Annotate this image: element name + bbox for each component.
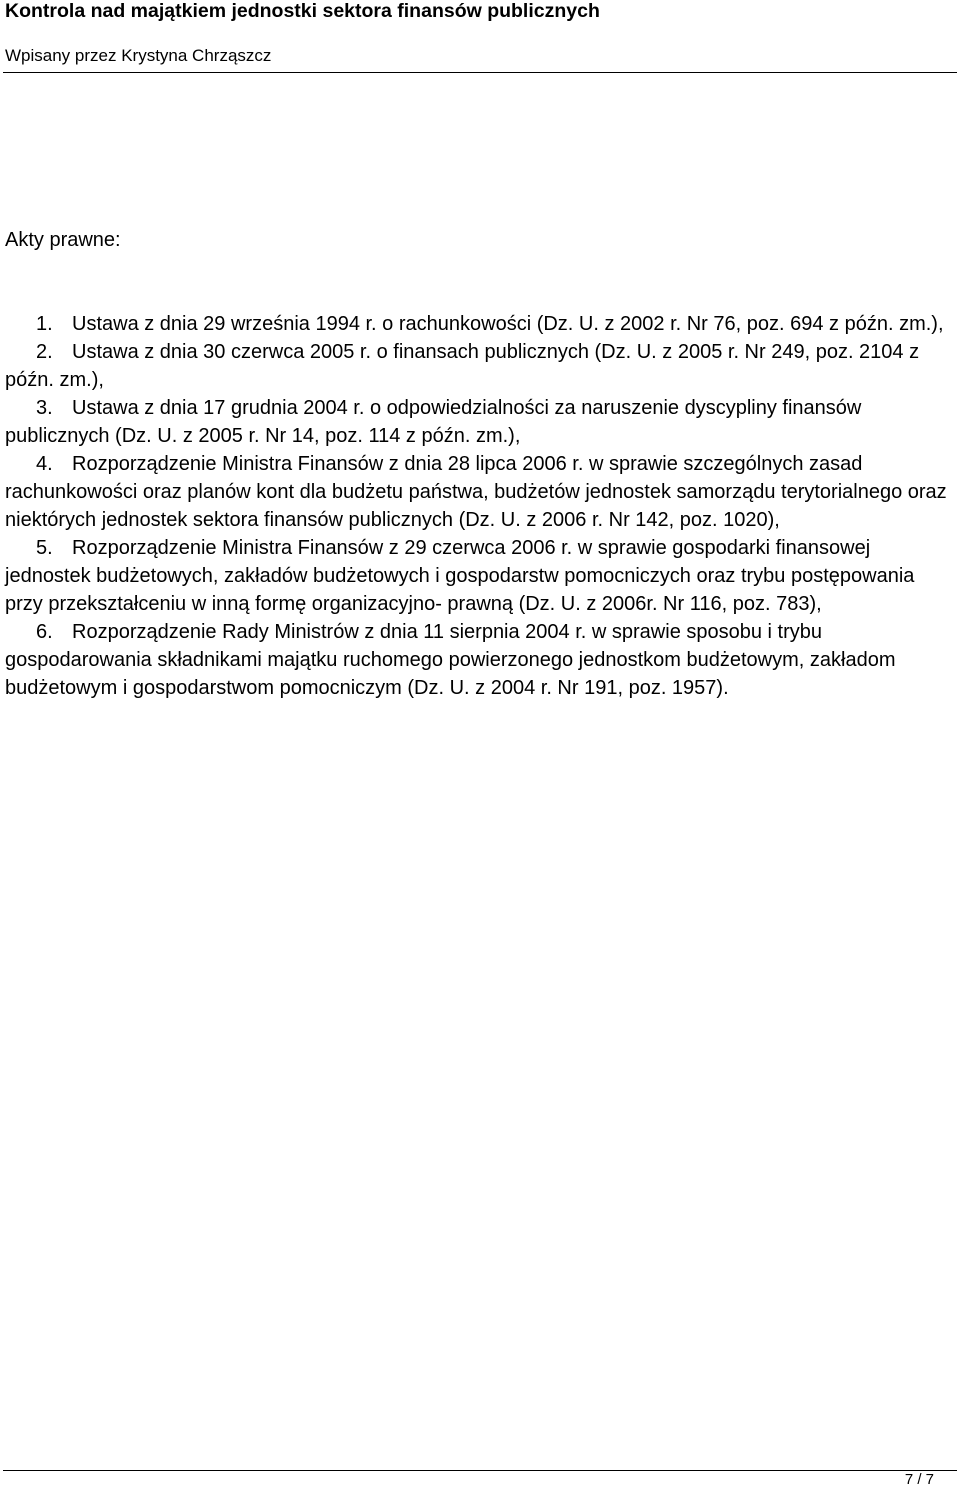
list-item-number: 1. (36, 313, 53, 335)
list-item-number: 2. (36, 341, 53, 363)
list-item-number: 6. (36, 621, 53, 643)
list-item (5, 621, 895, 699)
list-item (5, 453, 947, 531)
page-header (5, 0, 957, 66)
document-title: Kontrola nad majątkiem jednostki sektora finansów publicznych (5, 0, 600, 22)
list-item-text: Ustawa z dnia 30 czerwca 2005 r. o finansach publicznych (Dz. U. z 2005 r. Nr 249, poz. 2104 z późn. zm.), (5, 341, 920, 391)
footer-divider (3, 1470, 957, 1471)
list-item-number: 3. (36, 397, 53, 419)
list-item-text: Rozporządzenie Ministra Finansów z 29 czerwca 2006 r. w sprawie gospodarki finansowej jednostek budżetowych, zakładów budżetowych i gospodarstw pomocniczych oraz trybu postępowania przy przekształceniu w inną formę organizacyjno- prawną (Dz. U. z 2006r. Nr 116, poz. 783), (5, 537, 915, 615)
list-item (5, 341, 919, 391)
document-author: Wpisany przez Krystyna Chrząszcz (5, 46, 272, 65)
list-item-number: 4. (36, 453, 53, 475)
legal-acts-list (5, 310, 955, 702)
list-item (5, 313, 944, 335)
list-item (5, 397, 861, 447)
list-item-text: Rozporządzenie Ministra Finansów z dnia 28 lipca 2006 r. w sprawie szczególnych zasad rachunkowości oraz planów kont dla budżetu państwa, budżetów jednostek samorządu terytorialnego oraz niektórych jednostek sektora finansów publicznych (Dz. U. z 2006 r. Nr 142, poz. 1020), (5, 453, 947, 531)
list-item-number: 5. (36, 537, 53, 559)
list-item-text: Ustawa z dnia 17 grudnia 2004 r. o odpowiedzialności za naruszenie dyscypliny finansów publicznych (Dz. U. z 2005 r. Nr 14, poz. 114 z późn. zm.), (5, 397, 862, 447)
page-number: 7 / 7 (904, 1471, 934, 1488)
list-item-text: Rozporządzenie Rady Ministrów z dnia 11 sierpnia 2004 r. w sprawie sposobu i trybu gospodarowania składnikami majątku ruchomego powierzonego jednostkom budżetowym, zakładom budżetowym i gospodarstwom pomocniczym (Dz. U. z 2004 r. Nr 191, poz. 1957). (5, 621, 896, 699)
section-heading: Akty prawne: (5, 229, 121, 251)
list-item-text: Ustawa z dnia 29 września 1994 r. o rachunkowości (Dz. U. z 2002 r. Nr 76, poz. 694 z późn. zm.), (72, 313, 944, 335)
header-divider (3, 72, 957, 73)
list-item (5, 537, 914, 615)
